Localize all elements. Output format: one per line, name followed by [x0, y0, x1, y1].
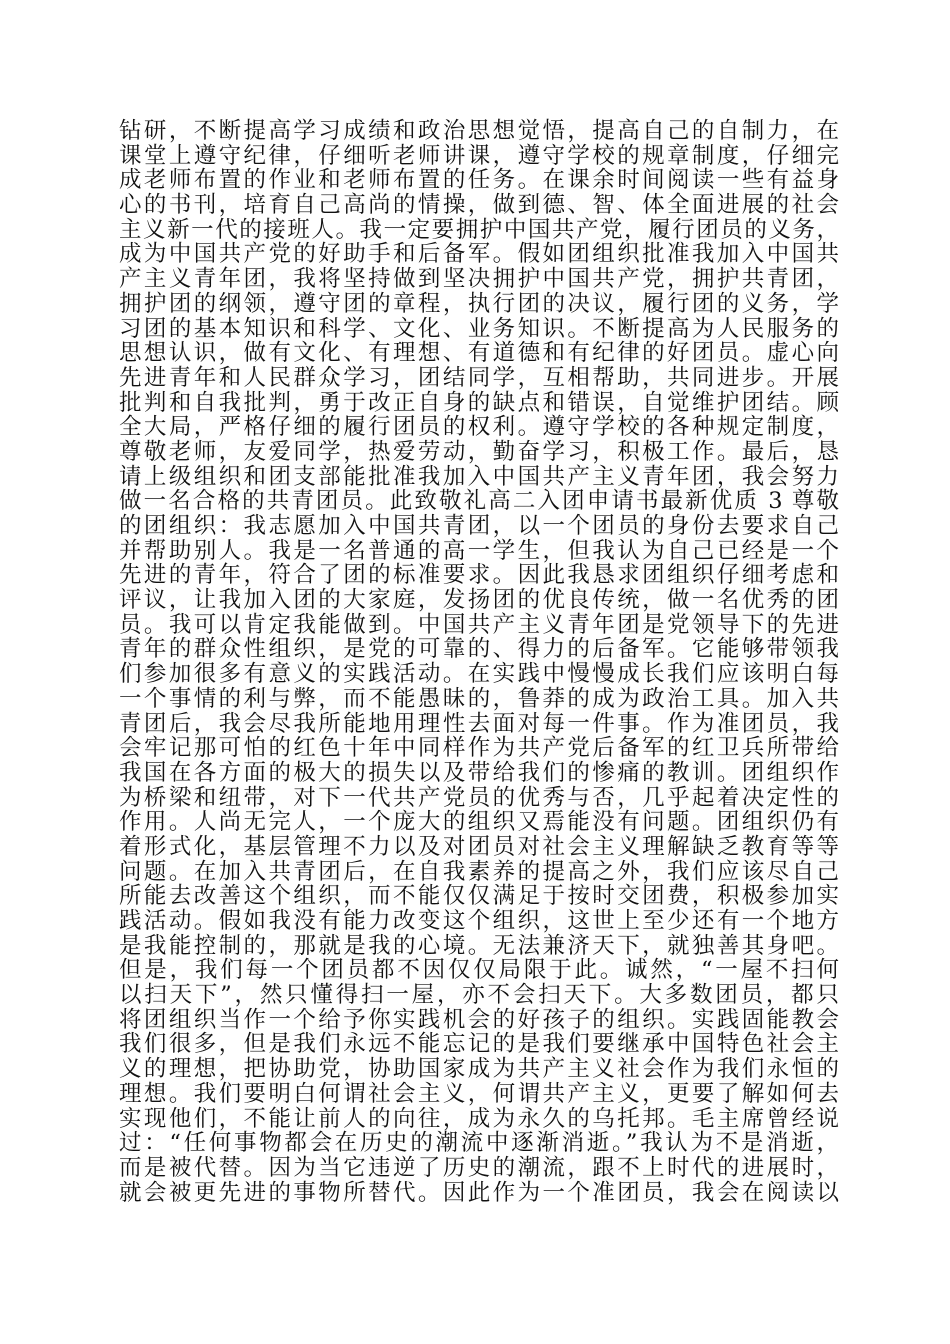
text-line: 拥护团的纲领，遵守团的章程，执行团的决议，履行团的义务，学 — [119, 290, 839, 317]
text-line: 员。我可以肯定我能做到。中国共产主义青年团是党领导下的先进 — [119, 611, 839, 638]
text-line: 习团的基本知识和科学、文化、业务知识。不断提高为人民服务的 — [119, 315, 839, 342]
text-line: 理想。我们要明白何谓社会主义，何谓共产主义，更要了解如何去 — [119, 1080, 839, 1107]
body-text — [119, 119, 839, 1205]
text-line: 成为中国共产党的好助手和后备军。假如团组织批准我加入中国共 — [119, 241, 839, 268]
text-line: 先进的青年，符合了团的标准要求。因此我恳求团组织仔细考虑和 — [119, 562, 839, 589]
text-line: 会牢记那可怕的红色十年中同样作为共产党后备军的红卫兵所带给 — [119, 735, 839, 762]
text-line: 成老师布置的作业和老师布置的任务。在课余时间阅读一些有益身 — [119, 167, 839, 194]
text-line: 为桥梁和纽带，对下一代共产党员的优秀与否，几乎起着决定性的 — [119, 784, 839, 811]
text-line: 但是，我们每一个团员都不因仅仅局限于此。诚然，“一屋不扫何 — [119, 957, 839, 984]
text-line: 践活动。假如我没有能力改变这个组织，这世上至少还有一个地方 — [119, 908, 839, 934]
text-line: 先进青年和人民群众学习，团结同学，互相帮助，共同进步。开展 — [119, 364, 839, 391]
text-line: 我国在各方面的极大的损失以及带给我们的惨痛的教训。团组织作 — [119, 759, 839, 786]
text-line: 产主义青年团，我将坚持做到坚决拥护中国共产党，拥护共青团， — [119, 266, 839, 293]
text-line: 义的理想，把协助党，协助国家成为共产主义社会作为我们永恒的 — [119, 1056, 839, 1083]
text-line: 就会被更先进的事物所替代。因此作为一个准团员，我会在阅读以 — [119, 1179, 839, 1206]
text-line: 主义新一代的接班人。我一定要拥护中国共产党，履行团员的义务， — [119, 216, 839, 243]
text-line: 尊敬老师，友爱同学，热爱劳动，勤奋学习，积极工作。最后，恳 — [119, 438, 839, 465]
text-line: 实现他们，不能让前人的向往，成为永久的乌托邦。毛主席曾经说 — [119, 1105, 839, 1132]
text-line: 我们很多，但是我们永远不能忘记的是我们要继承中国特色社会主 — [119, 1031, 839, 1058]
text-line: 批判和自我批判，勇于改正自身的缺点和错误，自觉维护团结。顾 — [119, 389, 839, 416]
text-line: 评议，让我加入团的大家庭，发扬团的优良传统，做一名优秀的团 — [119, 587, 839, 614]
text-line: 青年的群众性组织，是党的可靠的、得力的后备军。它能够带领我 — [119, 636, 839, 663]
text-line: 作用。人尚无完人，一个庞大的组织又焉能没有问题。团组织仍有 — [119, 809, 839, 836]
text-line: 全大局，严格仔细的履行团员的权利。遵守学校的各种规定制度， — [119, 414, 839, 441]
text-line: 问题。在加入共青团后，在自我素养的提高之外，我们应该尽自己 — [119, 858, 839, 885]
text-line: 钻研，不断提高学习成绩和政治思想觉悟，提高自己的自制力，在 — [119, 118, 839, 144]
text-line: 的团组织：我志愿加入中国共青团，以一个团员的身份去要求自己 — [119, 513, 839, 539]
text-line: 心的书刊，培育自己高尚的情操，做到德、智、体全面进展的社会 — [119, 192, 839, 219]
text-line: 青团后，我会尽我所能地用理性去面对每一件事。作为准团员，我 — [119, 710, 839, 737]
text-line: 做一名合格的共青团员。此致敬礼高二入团申请书最新优质 3 尊敬 — [119, 488, 839, 515]
text-line: 思想认识，做有文化、有理想、有道德和有纪律的好团员。虚心向 — [119, 340, 839, 367]
text-line: 一个事情的利与弊，而不能愚昧的，鲁莽的成为政治工具。加入共 — [119, 685, 839, 712]
text-line: 课堂上遵守纪律，仔细听老师讲课，遵守学校的规章制度，仔细完 — [119, 142, 839, 169]
text-line: 所能去改善这个组织，而不能仅仅满足于按时交团费，积极参加实 — [119, 883, 839, 910]
text-line: 着形式化，基层管理不力以及对团员对社会主义理解缺乏教育等等 — [119, 833, 839, 860]
text-line: 们参加很多有意义的实践活动。在实践中慢慢成长我们应该明白每 — [119, 661, 839, 688]
text-line: 过：“任何事物都会在历史的潮流中逐渐消逝。”我认为不是消逝， — [119, 1130, 839, 1157]
text-line: 是我能控制的，那就是我的心境。无法兼济天下，就独善其身吧。 — [119, 932, 839, 959]
text-line: 以扫天下”，然只懂得扫一屋，亦不会扫天下。大多数团员，都只 — [119, 982, 839, 1009]
text-line: 并帮助别人。我是一名普通的高一学生，但我认为自己已经是一个 — [119, 537, 839, 564]
text-line: 而是被代替。因为当它违逆了历史的潮流，跟不上时代的进展时， — [119, 1154, 839, 1181]
text-line: 请上级组织和团支部能批准我加入中国共产主义青年团，我会努力 — [119, 463, 839, 490]
text-line: 将团组织当作一个给予你实践机会的好孩子的组织。实践固能教会 — [119, 1006, 839, 1033]
